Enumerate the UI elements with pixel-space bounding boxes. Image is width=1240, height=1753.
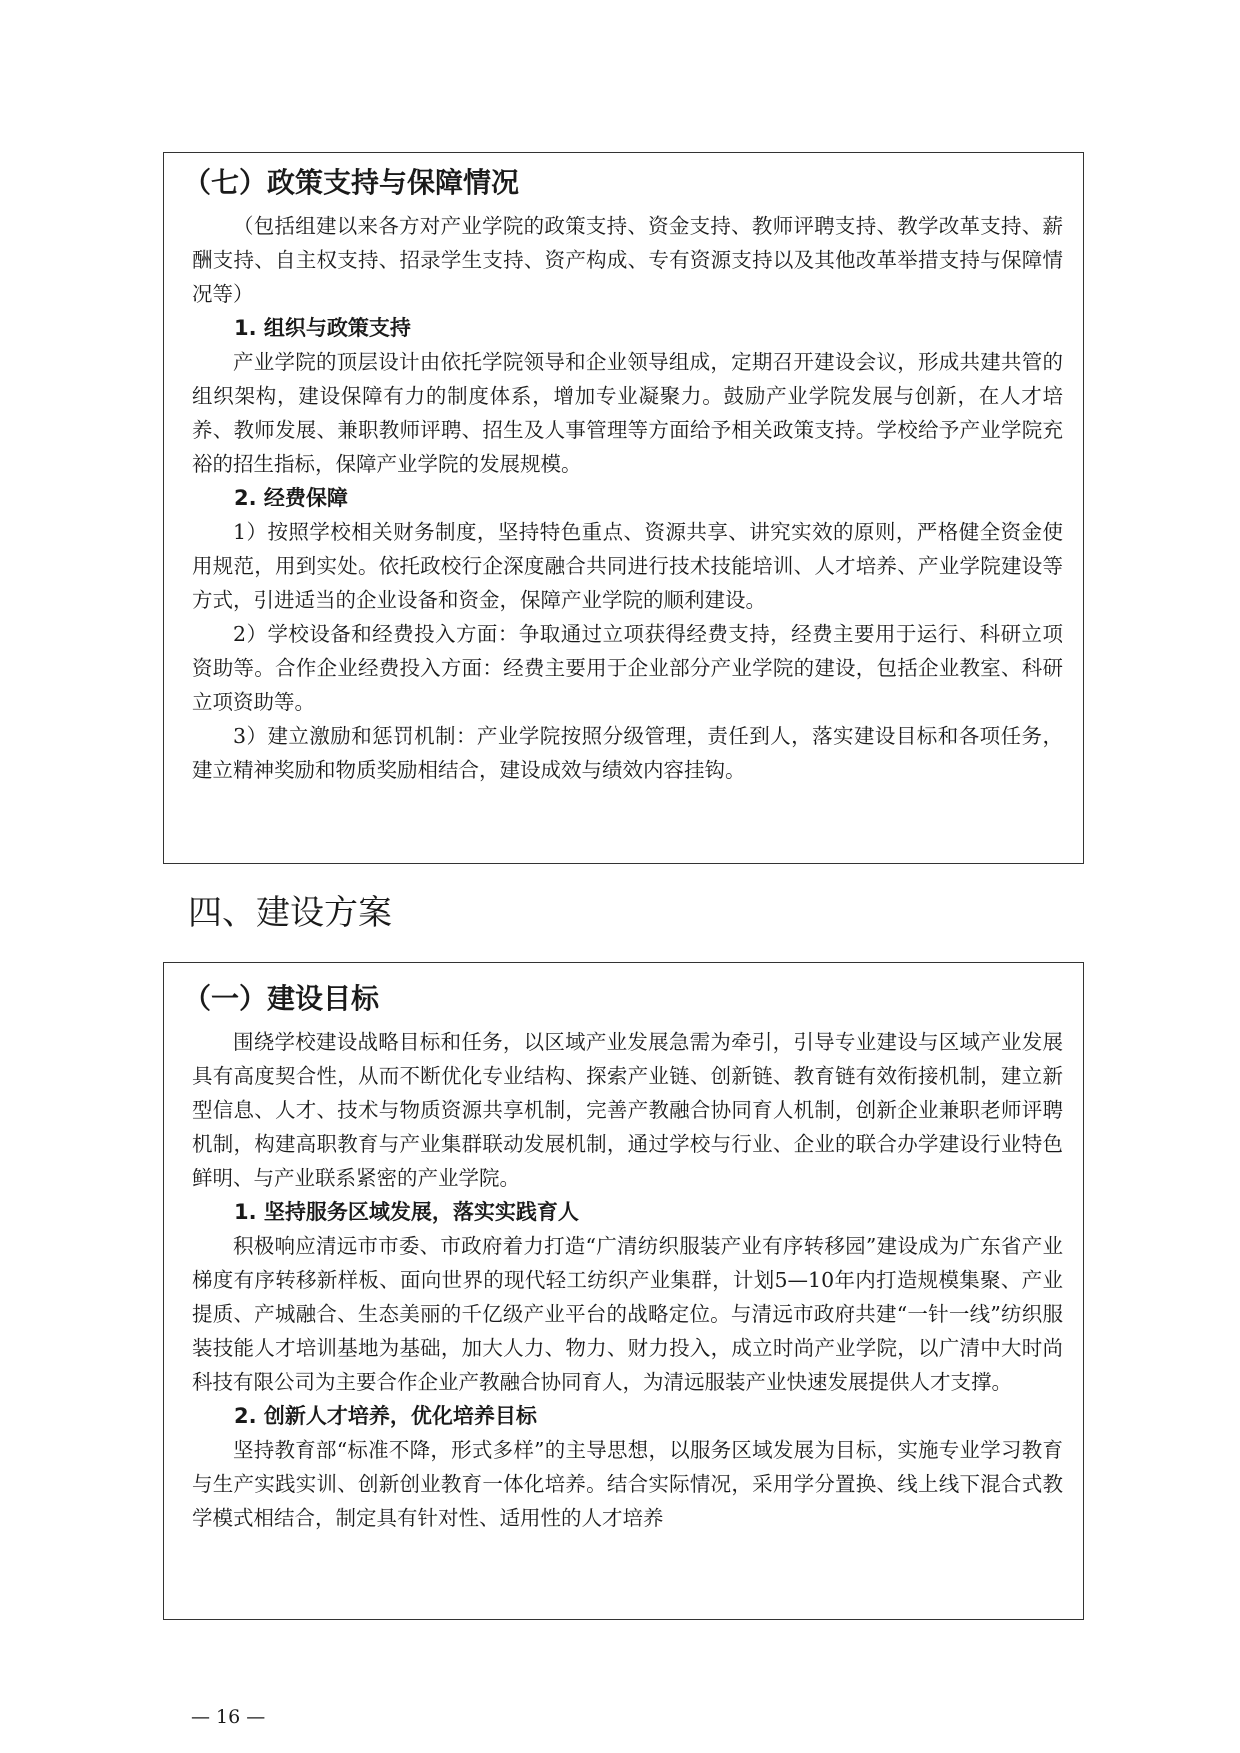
paragraph: 产业学院的顶层设计由依托学院领导和企业领导组成，定期召开建设会议，形成共建共管的组织架构，建设保障有力的制度体系，增加专业凝聚力。鼓励产业学院发展与创新，在人才培养、教师发展、兼职教师评聘、招生及人事管理等方面给予相关政策支持。学校给予产业学院充裕的招生指标，保障产业学院的发展规模。	[192, 350, 1063, 476]
paragraph: 1）按照学校相关财务制度，坚持特色重点、资源共享、讲究实效的原则，严格健全资金使用规范，用到实处。依托政校行企深度融合共同进行技术技能培训、人才培养、产业学院建设等方式，引进适当的企业设备和资金，保障产业学院的顺利建设。	[192, 520, 1063, 612]
paragraph: 2）学校设备和经费投入方面：争取通过立项获得经费支持，经费主要用于运行、科研立项资助等。合作企业经费投入方面：经费主要用于企业部分产业学院的建设，包括企业教室、科研立项资助等。	[192, 622, 1063, 714]
construction-goals-section-box	[163, 962, 1084, 1620]
paragraph: 3）建立激励和惩罚机制：产业学院按照分级管理，责任到人，落实建设目标和各项任务，建立精神奖励和物质奖励相结合，建设成效与绩效内容挂钩。	[192, 724, 1063, 782]
section-content	[183, 159, 1063, 787]
subheading-regional-service: 1. 坚持服务区域发展，落实实践育人	[234, 1200, 579, 1224]
section-title: （一）建设目标	[183, 982, 380, 1015]
subheading-organization-policy: 1. 组织与政策支持	[234, 316, 411, 340]
paragraph: 坚持教育部“标准不降，形式多样”的主导思想，以服务区域发展为目标，实施专业学习教育与生产实践实训、创新创业教育一体化培养。结合实际情况，采用学分置换、线上线下混合式教学模式相结合，制定具有针对性、适用性的人才培养	[192, 1438, 1063, 1530]
section-title: （七）政策支持与保障情况	[183, 166, 520, 199]
page-number: — 16 —	[191, 1706, 266, 1728]
paragraph: 积极响应清远市市委、市政府着力打造“广清纺织服装产业有序转移园”建设成为广东省产业梯度有序转移新样板、面向世界的现代轻工纺织产业集群，计划5—10年内打造规模集聚、产业提质、产城融合、生态美丽的千亿级产业平台的战略定位。与清远市政府共建“一针一线”纺织服装技能人才培训基地为基础，加大人力、物力、财力投入，成立时尚产业学院，以广清中大时尚科技有限公司为主要合作企业产教融合协同育人，为清远服装产业快速发展提供人才支撑。	[192, 1234, 1063, 1394]
section-content	[183, 975, 1063, 1535]
chapter-title: 四、建设方案	[188, 893, 392, 933]
paragraph: 围绕学校建设战略目标和任务，以区域产业发展急需为牵引，引导专业建设与区域产业发展具有高度契合性，从而不断优化专业结构、探索产业链、创新链、教育链有效衔接机制，建立新型信息、人才、技术与物质资源共享机制，完善产教融合协同育人机制，创新企业兼职老师评聘机制，构建高职教育与产业集群联动发展机制，通过学校与行业、企业的联合办学建设行业特色鲜明、与产业联系紧密的产业学院。	[192, 1030, 1063, 1190]
subheading-talent-training: 2. 创新人才培养，优化培养目标	[234, 1404, 537, 1428]
policy-support-section-box	[163, 152, 1084, 864]
section-note: （包括组建以来各方对产业学院的政策支持、资金支持、教师评聘支持、教学改革支持、薪酬支持、自主权支持、招录学生支持、资产构成、专有资源支持以及其他改革举措支持与保障情况等）	[192, 214, 1063, 306]
subheading-funding: 2. 经费保障	[234, 486, 348, 510]
